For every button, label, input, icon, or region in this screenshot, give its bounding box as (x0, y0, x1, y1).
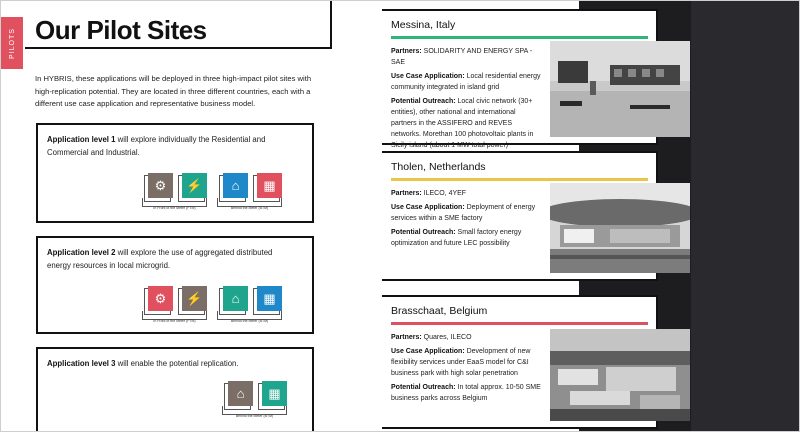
site-color-bar (391, 36, 648, 39)
residential-icon: ⌂ (219, 288, 246, 315)
ftm-group (144, 175, 205, 210)
ftm-caption: In Front of the Meter (FTM) (153, 206, 196, 210)
site-name: Messina, Italy (391, 19, 456, 31)
page-title: Our Pilot Sites (35, 15, 207, 45)
residential-icon: ⌂ (219, 175, 246, 202)
grid-tower-icon: ⚡ (178, 175, 205, 202)
application-level-2-box (36, 236, 314, 334)
btm-group (219, 175, 280, 210)
site-card-brasschaat (382, 295, 658, 429)
application-level-1-icons (144, 175, 280, 210)
application-level-3-icons (224, 383, 285, 418)
btm-caption: Behind the Meter (BTM) (230, 319, 269, 323)
grid-tower-icon: ⚡ (178, 288, 205, 315)
ftm-caption: In Front of the Meter (FTM) (153, 319, 196, 323)
site-card-messina (382, 9, 658, 149)
site-name: Brasschaat, Belgium (391, 305, 488, 317)
site-info: Partners: Quares, ILECO Use Case Application: Development of new flexibility services under EaaS model for C&I business park with high solar penetration Potential Outreach: In total approx. 10-50 SME business parks across Belgium (391, 334, 541, 402)
site-color-bar (391, 322, 648, 325)
site-info: Partners: ILECO, 4YEF Use Case Application: Deployment of energy services within a SME factory Potential Outreach: Small factory energy optimization and future LEC possibility (391, 190, 536, 247)
site-info: Partners: SOLIDARITY AND ENERGY SPA - SAE Use Case Application: Local residential energy community integrated in island grid Potential Outreach: Local civic network (30+ entities), other national and international partners in the ASSIFERO and REVES networks. Morethan 100 photovoltaic plants in Sicily island (about 1 MW total power) (391, 48, 541, 149)
application-level-2-text: Application level 2 will explore the use of aggregated distributed energy resources in local microgrid. (47, 248, 273, 270)
residential-icon: ⌂ (224, 383, 251, 410)
dark-background-edge (691, 1, 800, 432)
ftm-group (144, 288, 205, 323)
site-photo (550, 41, 690, 137)
application-level-2-icons (144, 288, 280, 323)
site-photo (550, 329, 690, 421)
application-level-1-box (36, 123, 314, 223)
btm-caption: Behind the Meter (BTM) (230, 206, 269, 210)
site-card-tholen (382, 151, 658, 281)
site-color-bar (391, 178, 648, 181)
section-tab: PILOTS (1, 17, 23, 69)
generation-icon: ⚙ (144, 175, 171, 202)
commercial-grid-icon: ▦ (253, 175, 280, 202)
site-photo (550, 183, 690, 273)
site-name: Tholen, Netherlands (391, 161, 486, 173)
application-level-3-box (36, 347, 314, 432)
commercial-grid-icon: ▦ (258, 383, 285, 410)
generation-icon: ⚙ (144, 288, 171, 315)
application-level-3-text: Application level 3 will enable the potential replication. (47, 359, 239, 368)
commercial-grid-icon: ▦ (253, 288, 280, 315)
btm-caption: Behind the Meter (BTM) (235, 414, 274, 418)
btm-group (219, 288, 280, 323)
btm-group (224, 383, 285, 418)
application-level-1-text: Application level 1 will explore individually the Residential and Commercial and Industrial. (47, 135, 266, 157)
intro-paragraph: In HYBRIS, these applications will be deployed in three high-impact pilot sites with high-replication potential. They are located in three different countries, each with a different use case application and representative business model. (35, 74, 312, 108)
